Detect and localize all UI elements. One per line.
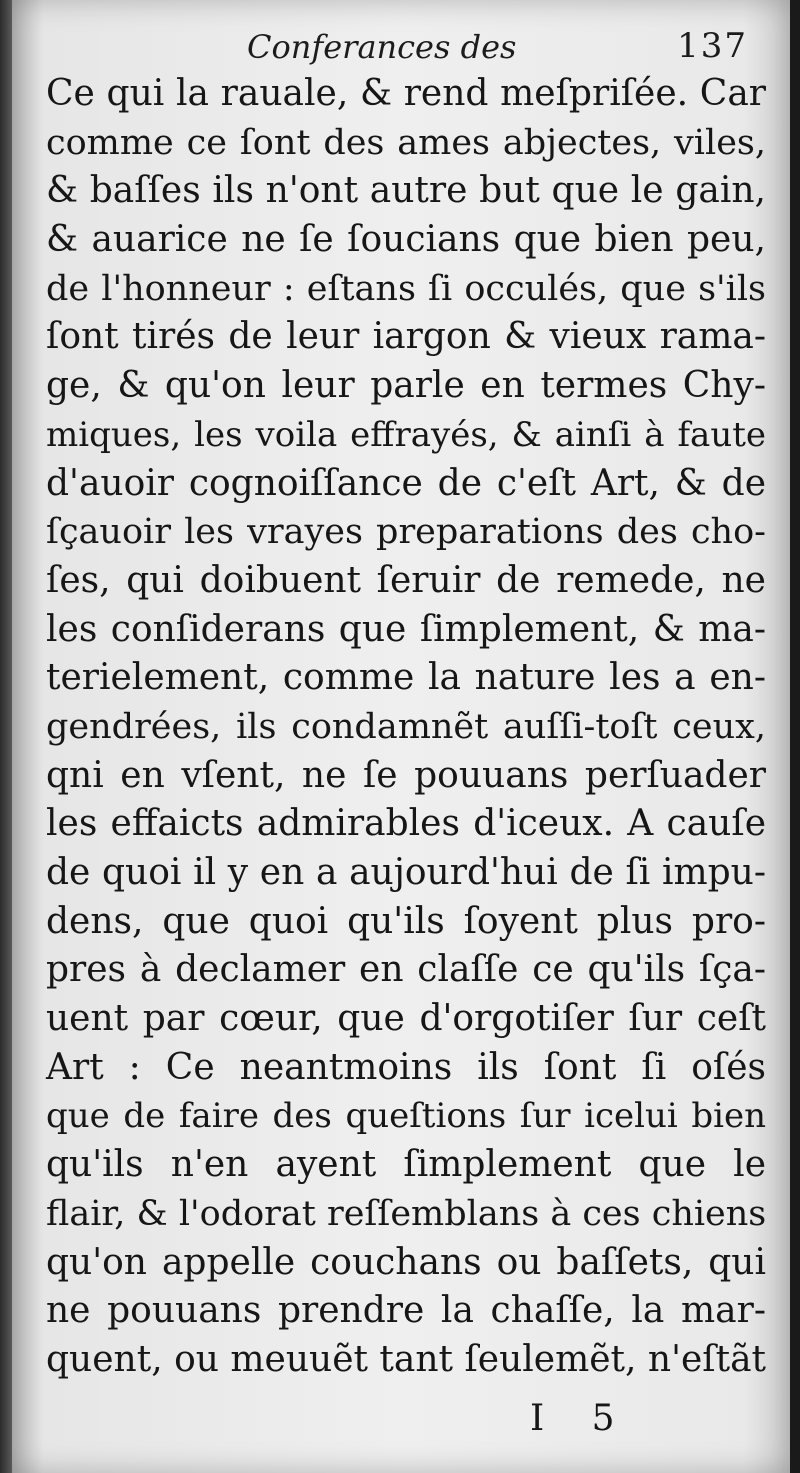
book-page <box>12 0 790 1473</box>
text-line: pres à declamer en claſſe ce qu'ils ſça- <box>46 949 766 991</box>
text-line: Art : Ce neantmoins ils ſont ſi oſés <box>46 1046 766 1088</box>
text-line: & baſſes ils n'ont autre but que le gain, <box>46 170 766 212</box>
text-line: ſont tirés de leur iargon & vieux rama- <box>46 316 766 358</box>
text-line: gendrées, ils condamnẽt auſſi-toſt ceux, <box>46 706 766 747</box>
text-line: flair, & l'odorat reſſemblans à ces chiens <box>46 1193 767 1234</box>
text-line: ſes, qui doibuent ſeruir de remede, ne <box>46 559 766 601</box>
text-line: qu'on appelle couchans ou baſſets, qui <box>46 1241 766 1283</box>
text-line: qni en vſent, ne ſe pouuans perſuader <box>46 754 766 796</box>
text-line: les effaicts admirables d'iceux. A cauſe <box>46 803 766 845</box>
text-line: miques, les voila effrayés, & ainſi à faute <box>46 414 766 455</box>
text-line: dens, que quoi qu'ils ſoyent plus pro- <box>46 900 766 942</box>
text-line: qu'ils n'en ayent ſimplement que le <box>46 1144 766 1186</box>
text-line: que de faire des queſtions ſur icelui bien <box>46 1096 766 1137</box>
page-number: 137 <box>677 26 748 66</box>
text-line: de l'honneur : eſtans ſi occulés, que s'ils <box>46 268 766 309</box>
text-line: d'auoir cognoiſſance de c'eſt Art, & de <box>46 462 766 504</box>
text-line: ge, & qu'on leur parle en termes Chy- <box>46 365 766 407</box>
page-gutter-shadow <box>0 0 12 1473</box>
text-line: terielement, comme la nature les a en- <box>46 657 766 699</box>
text-line: ne pouuans prendre la chaſſe, la mar- <box>46 1290 766 1332</box>
text-line: quent, ou meuuẽt tant ſeulemẽt, n'eſtãt <box>46 1338 766 1380</box>
text-line: de quoi il y en a aujourd'hui de ſi impu- <box>46 852 766 893</box>
text-line: ſçauoir les vrayes preparations des cho- <box>46 512 766 553</box>
running-head: Conferances des <box>247 28 517 66</box>
text-line: uent par cœur, que d'orgotiſer ſur ceſt <box>46 998 766 1040</box>
text-line: les conſiderans que ſimplement, & ma- <box>46 608 766 650</box>
body-text <box>46 70 766 1385</box>
text-line: Ce qui la rauale, & rend meſpriſée. Car <box>46 73 766 114</box>
signature-mark: I 5 <box>530 1398 633 1439</box>
text-line: comme ce ſont des ames abjectes, viles, <box>46 122 766 163</box>
page-header <box>12 22 790 72</box>
text-line: & auarice ne ſe ſoucians que bien peu, <box>46 219 766 261</box>
